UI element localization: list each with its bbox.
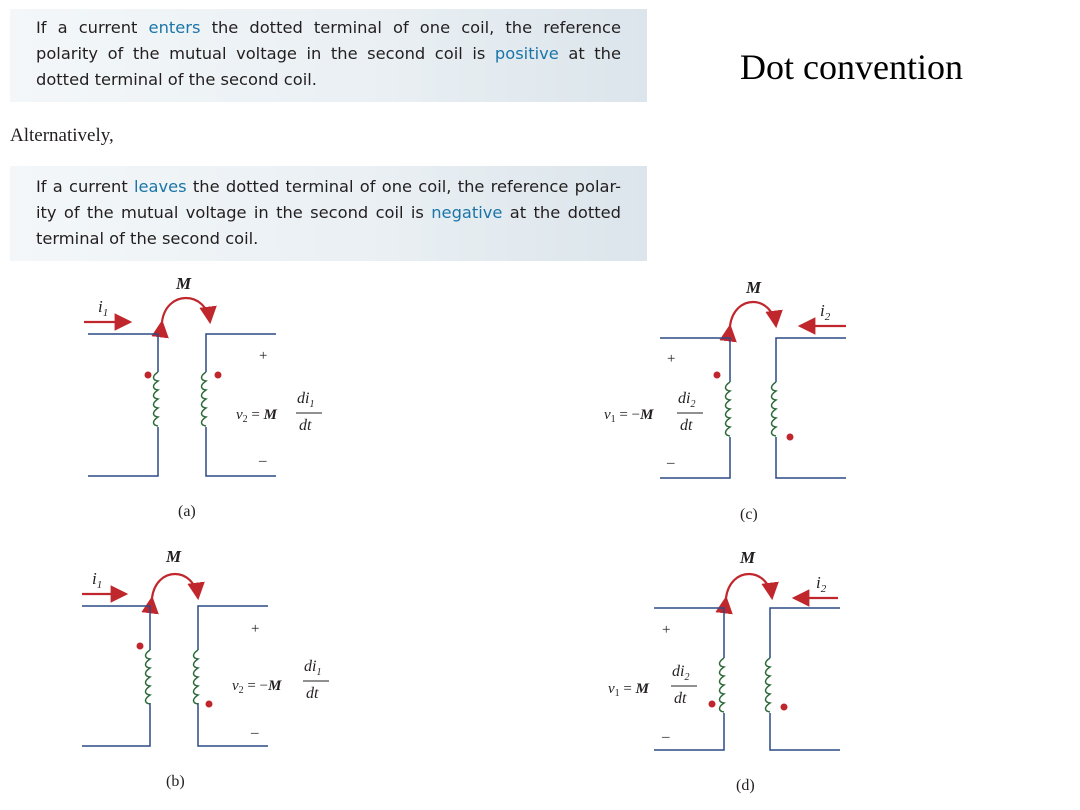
equation-denominator: dt: [306, 685, 319, 702]
figure-caption: (b): [166, 773, 185, 790]
mutual-arc-arrow: [726, 574, 772, 598]
equation-numerator: $di_2$: [678, 390, 696, 410]
primary-wire: [88, 334, 158, 476]
secondary-dot: [709, 701, 716, 708]
equation-denominator: dt: [674, 690, 687, 707]
primary-coil: [154, 372, 159, 426]
plus-sign: +: [259, 348, 268, 364]
figure-b: [70, 538, 360, 804]
rule-enters-pre: If a current: [36, 18, 149, 37]
equation-numerator: $di_2$: [672, 663, 690, 683]
page-title: Dot convention: [740, 47, 963, 87]
rule-enters-keyword: enters: [148, 18, 201, 37]
primary-dot: [137, 643, 144, 650]
mutual-label: M: [746, 278, 762, 297]
current-label: $i_1$: [92, 569, 103, 591]
plus-sign: +: [251, 621, 260, 637]
minus-sign: –: [251, 725, 259, 741]
minus-sign: –: [662, 729, 670, 745]
equation-lhs: $v_1 = -M$: [604, 407, 654, 425]
secondary-coil: [194, 650, 199, 704]
figure-c: [600, 262, 890, 526]
figure-a: [70, 262, 360, 526]
figure-caption: (c): [740, 506, 758, 522]
current-label: $i_2$: [816, 573, 827, 595]
rule-enters: [10, 9, 647, 102]
mutual-label: M: [740, 548, 756, 567]
primary-dot: [781, 704, 788, 711]
current-label: $i_1$: [98, 297, 109, 319]
alternatively-text: Alternatively,: [10, 125, 114, 146]
primary-coil: [146, 650, 151, 704]
plus-sign: +: [667, 351, 676, 367]
mutual-arc-arrow: [162, 298, 210, 322]
rule-leaves-polarity: negative: [431, 203, 503, 222]
figure-caption: (d): [736, 777, 755, 794]
equation-denominator: dt: [680, 417, 693, 434]
current-label: $i_2$: [820, 301, 831, 323]
rule-enters-mid: the dotted terminal of one coil, the reference polarity of the mutual voltage in the second coil is: [36, 18, 621, 63]
rule-leaves: [10, 166, 647, 261]
mutual-arc-arrow: [730, 302, 776, 326]
equation-denominator: dt: [299, 417, 312, 434]
equation-lhs: $v_1 = M$: [608, 681, 649, 699]
rule-leaves-keyword: leaves: [134, 177, 187, 196]
equation-numerator: $di_1$: [297, 390, 315, 410]
figure-caption: (a): [178, 503, 196, 520]
rule-leaves-pre: If a current: [36, 177, 134, 196]
rule-leaves-mid: the dotted terminal of one coil, the reference polar-ity of the mutual voltage in the second coil is: [36, 177, 621, 222]
primary-dot: [145, 372, 152, 379]
primary-wire: [82, 606, 150, 746]
secondary-coil: [202, 372, 207, 426]
primary-dot: [787, 434, 794, 441]
secondary-dot: [714, 372, 721, 379]
secondary-dot: [206, 701, 213, 708]
figure-d: [600, 538, 890, 804]
mutual-label: M: [176, 274, 192, 293]
mutual-label: M: [166, 547, 182, 566]
secondary-coil: [720, 658, 725, 712]
equation-lhs: $v_2 = -M$: [232, 678, 282, 696]
secondary-dot: [215, 372, 222, 379]
equation-numerator: $di_1$: [304, 658, 322, 678]
rule-leaves-post: at the dotted terminal of the second coil.: [36, 203, 621, 248]
secondary-coil: [726, 382, 731, 436]
primary-coil: [766, 658, 771, 712]
rule-enters-post: at the dotted terminal of the second coil.: [36, 44, 621, 89]
rule-enters-polarity: positive: [494, 44, 559, 63]
primary-wire: [776, 338, 846, 478]
plus-sign: +: [662, 622, 671, 638]
minus-sign: –: [667, 455, 675, 471]
primary-coil: [772, 382, 777, 436]
primary-wire: [770, 608, 840, 750]
equation-lhs: $v_2 = M$: [236, 407, 277, 425]
minus-sign: –: [259, 453, 267, 469]
mutual-arc-arrow: [152, 574, 198, 598]
